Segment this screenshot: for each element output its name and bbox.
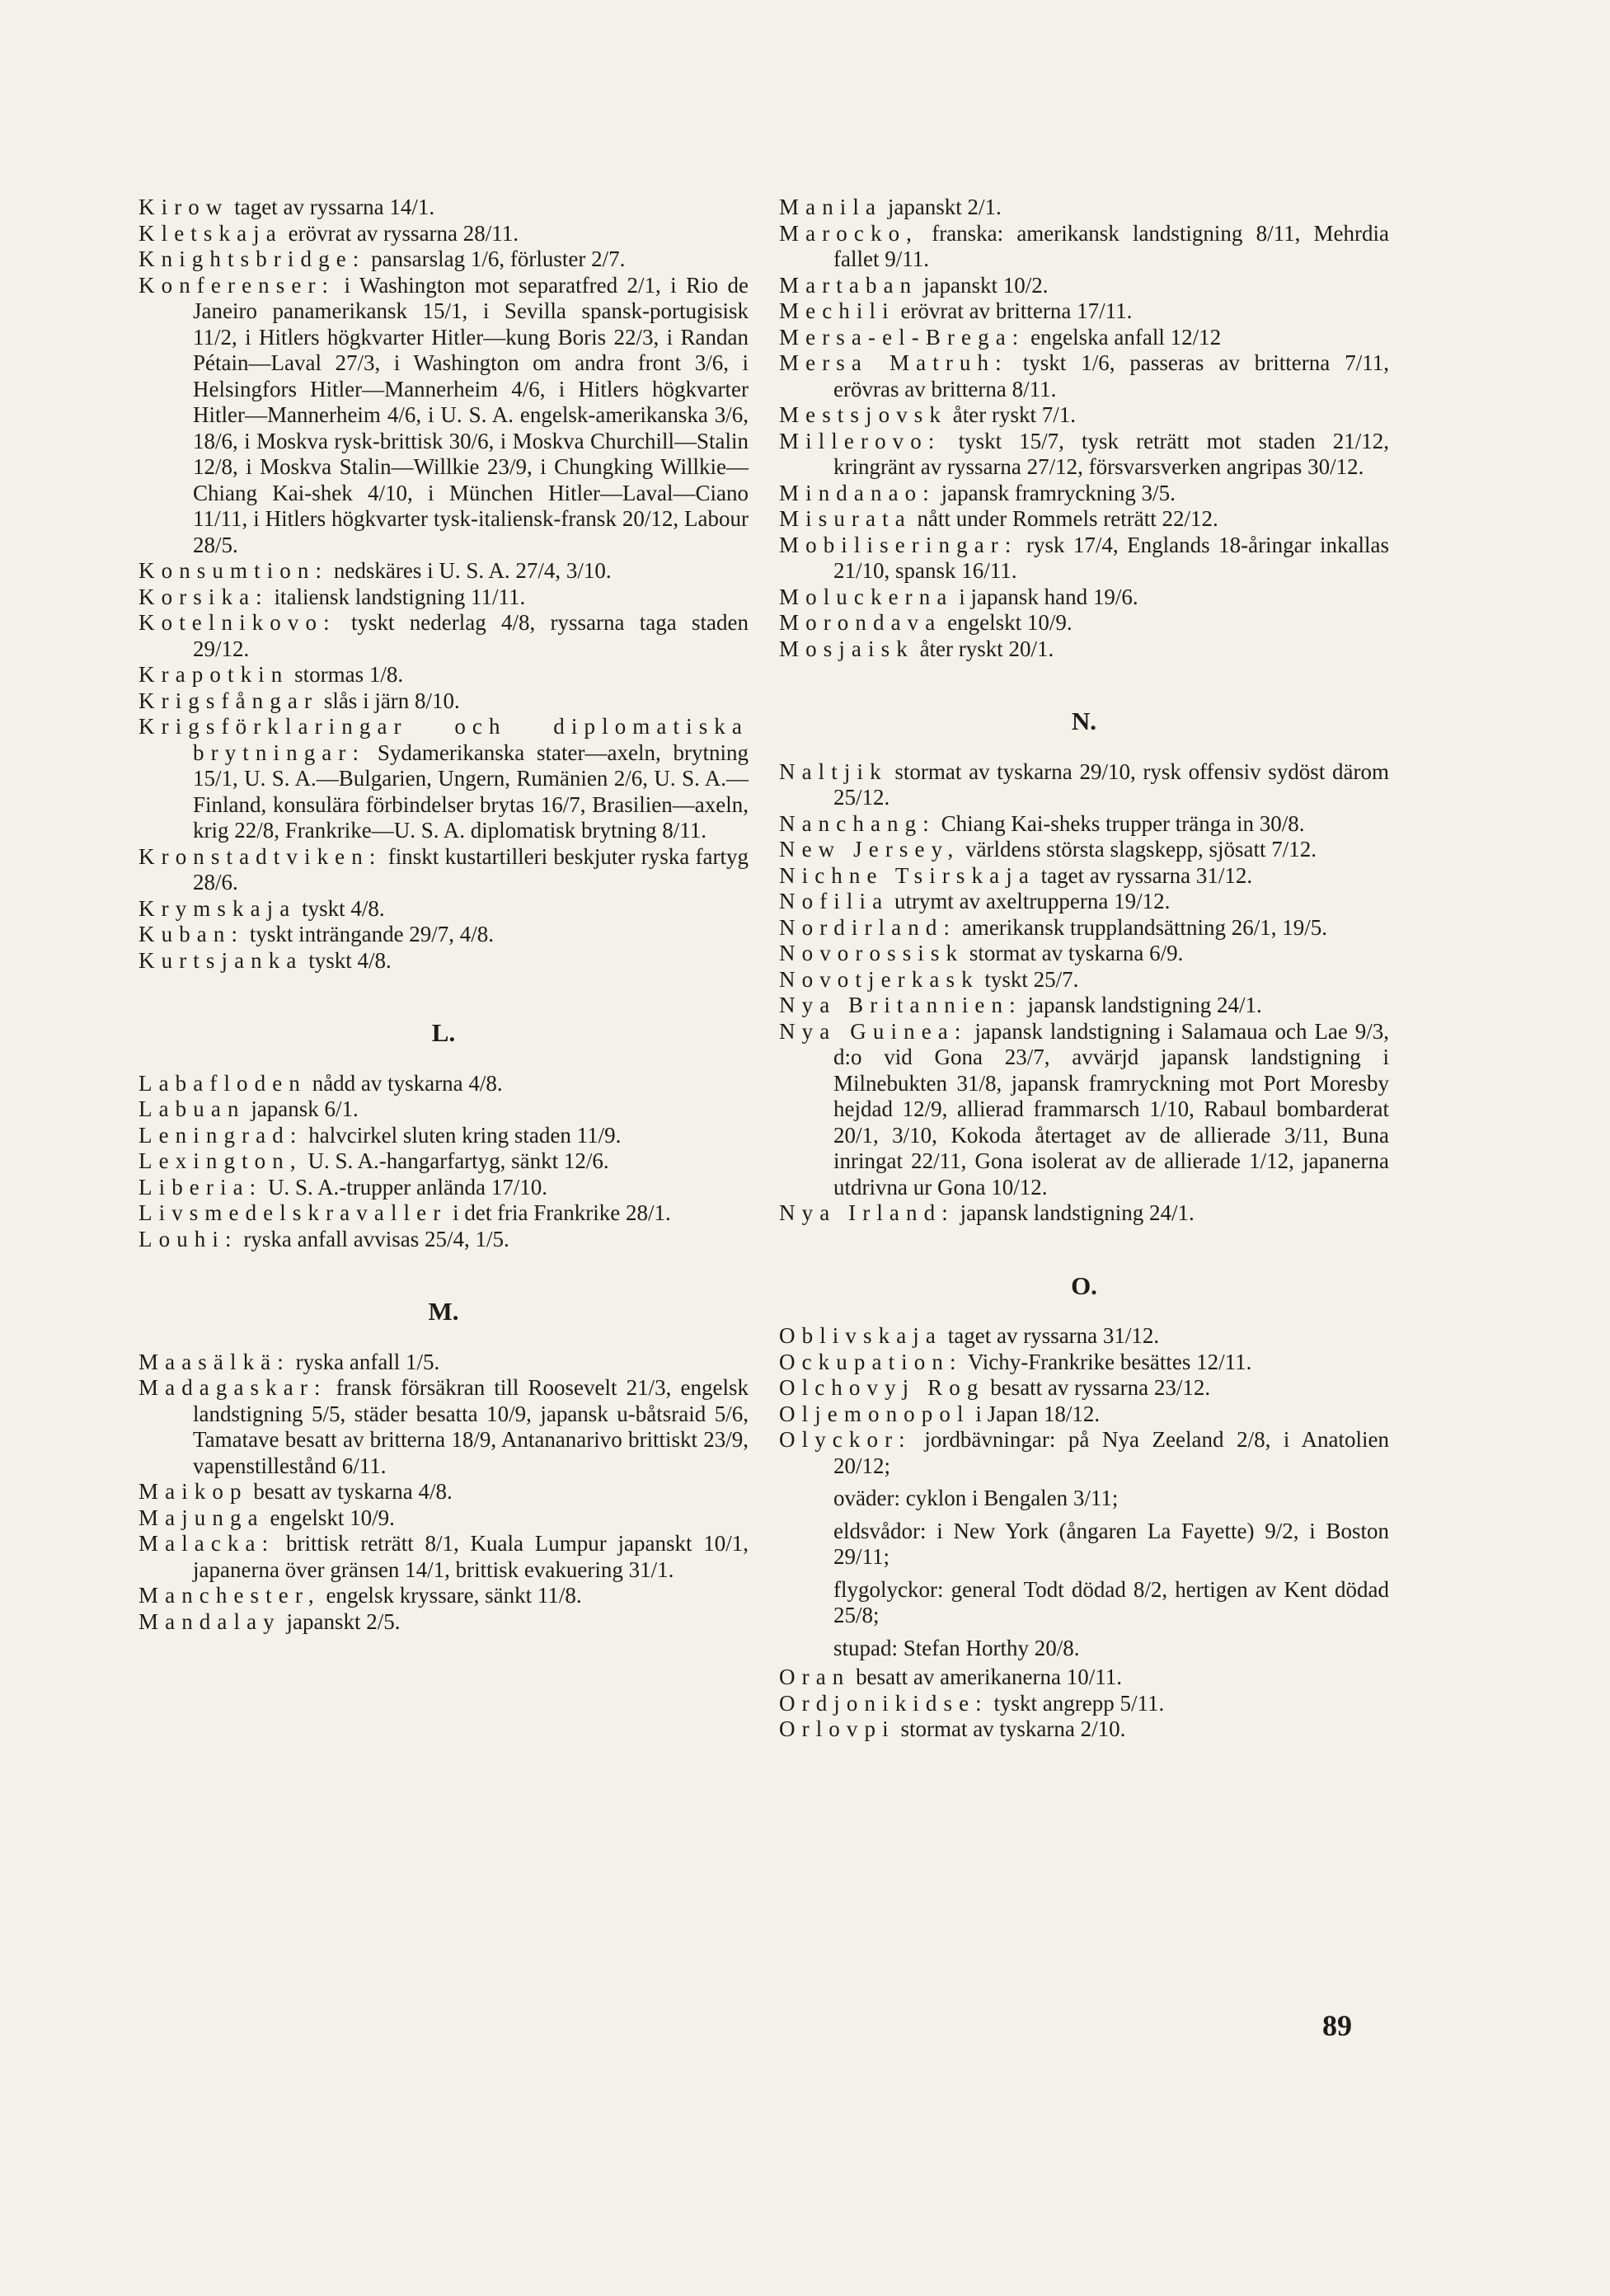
index-term: Maasälkä: <box>138 1349 290 1374</box>
index-term: Mersa Matruh: <box>779 350 1008 375</box>
index-term: Korsika: <box>138 584 269 609</box>
index-term: Marocko, <box>779 220 919 246</box>
index-dates: tyskt angrepp 5/11. <box>988 1690 1165 1716</box>
index-entry <box>138 1200 749 1227</box>
index-subentry: stupad: Stefan Horthy 20/8. <box>833 1635 1080 1660</box>
index-dates: japansk landstigning i Salamaua och Lae 9/3, d:o vid Gona 23/7, avvärjd japansk landstigning i Milnebukten 31/8, japansk framryckning mot Port Moresby hejdad 12/9, allierad frammarsch 1/10, Rabaul bombarderat 20/1, 3/10, Kokoda återtaget av de allierade 3/11, Buna inringat 22/11, Gona isolerat av de allierade 1/12, japanerna utdrivna ur Gona 10/12. <box>833 1018 1389 1200</box>
index-dates: nådd av tyskarna 4/8. <box>306 1070 503 1096</box>
index-entry <box>779 481 1389 507</box>
index-entry <box>779 273 1389 299</box>
section-letter-heading: L. <box>431 1018 456 1047</box>
index-term: Louhi: <box>138 1226 238 1251</box>
index-entry <box>779 863 1389 890</box>
index-term: Nichne Tsirskaja <box>779 862 1035 888</box>
index-entry <box>779 221 1389 273</box>
index-entry <box>138 714 749 844</box>
index-term: Olchovyj Rog <box>779 1375 985 1400</box>
index-dates: Sydamerikanska stater—axeln, brytning 15/1, U. S. A.—Bulgarien, Ungern, Rumänien 2/6, U. S. A.—Finland, konsulära förbindelser brytas 16/7, Brasilien—axeln, krig 22/8, Frankrike—U. S. A. diplomatisk brytning 8/11. <box>193 740 749 843</box>
section-letter-heading: O. <box>1071 1270 1097 1300</box>
index-subentry: flygolyckor: general Todt dödad 8/2, hertigen av Kent dödad 25/8; <box>833 1576 1389 1627</box>
index-term: Nya Guinea: <box>779 1018 968 1044</box>
index-dates: japansk framryckning 3/5. <box>935 480 1176 505</box>
index-entry <box>138 585 749 611</box>
index-dates: besatt av ryssarna 23/12. <box>984 1375 1211 1400</box>
index-dates: amerikansk trupplandsättning 26/1, 19/5. <box>956 914 1328 940</box>
index-dates: japansk landstigning 24/1. <box>1021 993 1262 1017</box>
index-term: Liberia: <box>138 1174 263 1200</box>
index-entry <box>138 558 749 585</box>
index-entry <box>779 1350 1389 1376</box>
index-term: Oran <box>779 1664 851 1689</box>
index-dates: U. S. A.-trupper anlända 17/10. <box>262 1174 547 1200</box>
index-dates: tyskt 1/6, passeras av britterna 7/11, erövras av britterna 8/11. <box>833 350 1389 401</box>
index-term: Olyckor: <box>779 1427 912 1452</box>
index-term: Knightsbridge: <box>138 247 366 271</box>
index-term: Novotjerkask <box>779 966 979 992</box>
index-entry <box>138 610 749 662</box>
index-entry <box>138 688 749 715</box>
index-entry <box>779 1200 1389 1227</box>
index-dates: världens största slagskepp, sjösatt 7/12. <box>960 837 1317 862</box>
index-dates: taget av ryssarna 31/12. <box>1035 862 1253 888</box>
index-term: Livsmedelskravaller <box>138 1200 448 1225</box>
index-dates: åter ryskt 20/1. <box>913 636 1054 661</box>
index-term: Naltjik <box>779 758 888 784</box>
index-term: Martaban <box>779 272 918 298</box>
index-dates: brittisk reträtt 8/1, Kuala Lumpur japanskt 10/1, japanerna över gränsen 14/1, brittisk evakuering 31/1. <box>193 1531 749 1582</box>
index-term: Moluckerna <box>779 584 954 609</box>
index-dates: franska: amerikansk landstigning 8/11, Mehrdia fallet 9/11. <box>833 220 1389 271</box>
index-term: Manchester, <box>138 1583 321 1608</box>
index-term: Ordjonikidse: <box>779 1690 988 1716</box>
index-term: Nya Britannien: <box>779 993 1022 1017</box>
index-entry <box>138 1175 749 1201</box>
index-term: New Jersey, <box>779 837 960 862</box>
index-term: Malacka: <box>138 1531 275 1556</box>
index-dates: i Japan 18/12. <box>969 1401 1101 1426</box>
index-entry <box>138 948 749 974</box>
index-subentry: oväder: cyklon i Bengalen 3/11; <box>833 1486 1119 1510</box>
index-dates: taget av ryssarna 31/12. <box>941 1323 1160 1348</box>
index-entry <box>779 811 1389 838</box>
index-dates: japansk landstigning 24/1. <box>954 1200 1195 1225</box>
index-subentry: eldsvådor: i New York (ångaren La Fayette) 9/2, i Boston 29/11; <box>833 1518 1389 1569</box>
index-dates: i Washington mot separatfred 2/1, i Rio de Janeiro panamerikansk 15/1, i Sevilla spansk-portugisisk 11/2, i Hitlers högkvarter Hitler—kung Boris 22/3, i Randan Pétain—Laval 27/3, i Washington om andra front 3/6, i Helsingfors Hitler—Mannerheim 4/6, i Hitlers högkvarter Hitler—Mannerheim 4/6, i U. S. A. engelsk-amerikanska 3/6, 18/6, i Moskva rysk-brittisk 30/6, i Moskva Churchill—Stalin 12/8, i Moskva Stalin—Willkie 23/9, i Chungking Willkie—Chiang Kai-shek 4/10, i München Hitler—Laval—Ciano 11/11, i Hitlers högkvarter tysk-italiensk-fransk 20/12, Labour 28/5. <box>193 272 749 557</box>
index-dates: stormat av tyskarna 2/10. <box>894 1716 1126 1741</box>
index-entry <box>138 247 749 273</box>
index-dates: tyskt 25/7. <box>979 966 1079 992</box>
index-term: Orlovpi <box>779 1716 895 1741</box>
index-entry <box>138 1227 749 1253</box>
index-entry <box>779 610 1389 636</box>
index-dates: besatt av amerikanerna 10/11. <box>850 1664 1122 1689</box>
index-dates: erövrat av britterna 17/11. <box>894 298 1133 323</box>
index-entry <box>779 585 1389 611</box>
index-entry <box>779 1019 1389 1201</box>
index-dates: Chiang Kai-sheks trupper tränga in 30/8. <box>935 810 1305 836</box>
index-term: Nanchang: <box>779 810 936 836</box>
index-term: Mindanao: <box>779 480 936 505</box>
index-entry <box>779 759 1389 811</box>
index-entry <box>779 837 1389 863</box>
index-entry <box>779 1691 1389 1717</box>
index-term: Morondava <box>779 610 942 635</box>
index-entry <box>779 1323 1389 1350</box>
index-entry <box>138 221 749 247</box>
index-entry <box>779 195 1389 221</box>
index-term: Krigsförklaringar och diplomatiska brytningar: <box>138 714 749 765</box>
index-dates: engelskt 10/9. <box>941 610 1073 635</box>
index-entry <box>138 1123 749 1149</box>
index-term: Oblivskaja <box>779 1323 942 1348</box>
index-entry <box>779 325 1389 351</box>
index-entry <box>779 350 1389 402</box>
index-term: Konferenser: <box>138 272 336 298</box>
index-term: Madagaskar: <box>138 1375 327 1400</box>
index-entry <box>779 967 1389 993</box>
index-dates: taget av ryssarna 14/1. <box>228 195 435 219</box>
index-dates: fransk försäkran till Roosevelt 21/3, engelsk landstigning 5/5, städer besatta 10/9, japansk u-båtsraid 5/6, Tamatave besatt av britterna 18/9, Antananarivo brittiskt 23/9, vapenstillestånd 6/11. <box>193 1375 749 1478</box>
index-entry <box>779 941 1389 967</box>
index-dates: utrymt av axeltrupperna 19/12. <box>889 889 1171 913</box>
index-dates: pansarslag 1/6, förluster 2/7. <box>365 247 626 271</box>
index-entry <box>138 195 749 221</box>
index-entry <box>138 1096 749 1123</box>
index-entry <box>138 662 749 688</box>
index-term: Millerovo: <box>779 428 941 453</box>
section-letter-heading: M. <box>428 1297 459 1326</box>
index-entry <box>779 1427 1389 1479</box>
index-term: Majunga <box>138 1505 265 1530</box>
index-entry <box>779 533 1389 585</box>
index-entry <box>138 1609 749 1636</box>
index-dates: jordbävningar: på Nya Zeeland 2/8, i Anatolien 20/12; <box>833 1427 1389 1478</box>
index-entry <box>138 1375 749 1479</box>
index-entry <box>138 844 749 896</box>
index-dates: U. S. A.-hangarfartyg, sänkt 12/6. <box>302 1148 609 1173</box>
index-term: Nofilia <box>779 889 889 913</box>
index-dates: japanskt 2/5. <box>280 1608 401 1634</box>
index-dates: nått under Rommels reträtt 22/12. <box>911 506 1218 531</box>
index-dates: i japansk hand 19/6. <box>953 584 1138 609</box>
index-term: Krapotkin <box>138 662 289 687</box>
index-term: Lexington, <box>138 1148 303 1173</box>
section-letter-heading: N. <box>1071 707 1097 735</box>
index-term: Ockupation: <box>779 1349 963 1374</box>
index-entry <box>779 1716 1389 1743</box>
index-dates: finskt kustartilleri beskjuter ryska fartyg 28/6. <box>193 843 749 894</box>
index-dates: tyskt nederlag 4/8, ryssarna taga staden 29/12. <box>193 610 749 661</box>
index-entry <box>138 922 749 948</box>
index-term: Maikop <box>138 1479 248 1504</box>
index-entry <box>138 273 749 559</box>
index-entry <box>138 1350 749 1376</box>
index-term: Krigsfångar <box>138 688 319 713</box>
left-column <box>138 195 749 1635</box>
index-entry <box>779 1402 1389 1428</box>
index-entry <box>779 1664 1389 1691</box>
index-entry <box>138 1583 749 1609</box>
index-term: Kotelnikovo: <box>138 610 336 635</box>
index-term: Konsumtion: <box>138 558 329 583</box>
index-dates: stormas 1/8. <box>289 662 404 687</box>
index-dates: tyskt inträngande 29/7, 4/8. <box>244 922 495 946</box>
page-number: 89 <box>1322 2009 1352 2042</box>
index-term: Krymskaja <box>138 895 297 921</box>
index-term: Nya Irland: <box>779 1200 955 1225</box>
index-dates: ryska anfall avvisas 25/4, 1/5. <box>237 1226 509 1251</box>
index-dates: åter ryskt 7/1. <box>947 402 1076 427</box>
index-entry <box>138 896 749 923</box>
index-dates: stormat av tyskarna 29/10, rysk offensiv sydöst därom 25/12. <box>833 758 1389 810</box>
index-term: Kronstadtviken: <box>138 843 383 869</box>
index-dates: slås i järn 8/10. <box>318 688 460 713</box>
index-dates: japanskt 10/2. <box>918 272 1049 298</box>
index-entry <box>779 1375 1389 1402</box>
index-dates: halvcirkel sluten kring staden 11/9. <box>303 1122 622 1148</box>
index-entry <box>779 402 1389 429</box>
index-term: Mersa-el-Brega: <box>779 324 1026 350</box>
index-term: Oljemonopol <box>779 1401 970 1426</box>
index-term: Mestsjovsk <box>779 402 948 427</box>
index-term: Mechili <box>779 298 895 323</box>
index-dates: engelskt 10/9. <box>264 1505 395 1530</box>
index-term: Labuan <box>138 1096 246 1121</box>
index-dates: rysk 17/4, Englands 18-åringar inkallas 21/10, spansk 16/11. <box>833 532 1389 583</box>
index-term: Kurtsjanka <box>138 947 303 973</box>
index-dates: Vichy-Frankrike besättes 12/11. <box>962 1349 1252 1374</box>
index-entry <box>138 1505 749 1532</box>
index-term: Kletskaja <box>138 220 283 246</box>
index-term: Misurata <box>779 506 912 531</box>
index-dates: tyskt 4/8. <box>296 895 385 921</box>
index-entry <box>779 506 1389 533</box>
index-term: Kuban: <box>138 922 245 946</box>
index-dates: nedskäres i U. S. A. 27/4, 3/10. <box>328 558 612 583</box>
index-dates: ryska anfall 1/5. <box>289 1349 440 1374</box>
index-entry <box>138 1148 749 1175</box>
index-dates: tyskt 4/8. <box>303 947 392 973</box>
index-entry <box>138 1479 749 1505</box>
index-term: Manila <box>779 195 883 219</box>
index-entry <box>779 915 1389 941</box>
index-term: Labafloden <box>138 1070 307 1096</box>
index-dates: italiensk landstigning 11/11. <box>268 584 526 609</box>
index-entry <box>779 889 1389 915</box>
index-entry <box>779 429 1389 481</box>
index-term: Mobiliseringar: <box>779 532 1018 557</box>
index-entry <box>138 1531 749 1583</box>
index-term: Novorossisk <box>779 941 965 965</box>
index-entry <box>779 636 1389 663</box>
index-dates: engelska anfall 12/12 <box>1025 324 1222 350</box>
index-dates: erövrat av ryssarna 28/11. <box>282 220 519 246</box>
index-dates: engelsk kryssare, sänkt 11/8. <box>320 1583 582 1608</box>
index-entry <box>779 298 1389 325</box>
index-term: Mosjaisk <box>779 636 914 661</box>
index-dates: tyskt 15/7, tysk reträtt mot staden 21/12, kringränt av ryssarna 27/12, försvarsverken angripas 30/12. <box>833 428 1389 479</box>
index-term: Mandalay <box>138 1608 281 1634</box>
index-dates: japansk 6/1. <box>245 1096 359 1121</box>
index-dates: japanskt 2/1. <box>882 195 1002 219</box>
index-term: Leningrad: <box>138 1122 303 1148</box>
index-dates: stormat av tyskarna 6/9. <box>964 941 1184 965</box>
index-term: Kirow <box>138 195 229 219</box>
index-entry <box>779 993 1389 1019</box>
index-entry <box>138 1071 749 1097</box>
index-dates: i det fria Frankrike 28/1. <box>447 1200 671 1225</box>
index-term: Nordirland: <box>779 914 957 940</box>
index-dates: besatt av tyskarna 4/8. <box>247 1479 453 1504</box>
right-column <box>779 195 1389 1743</box>
